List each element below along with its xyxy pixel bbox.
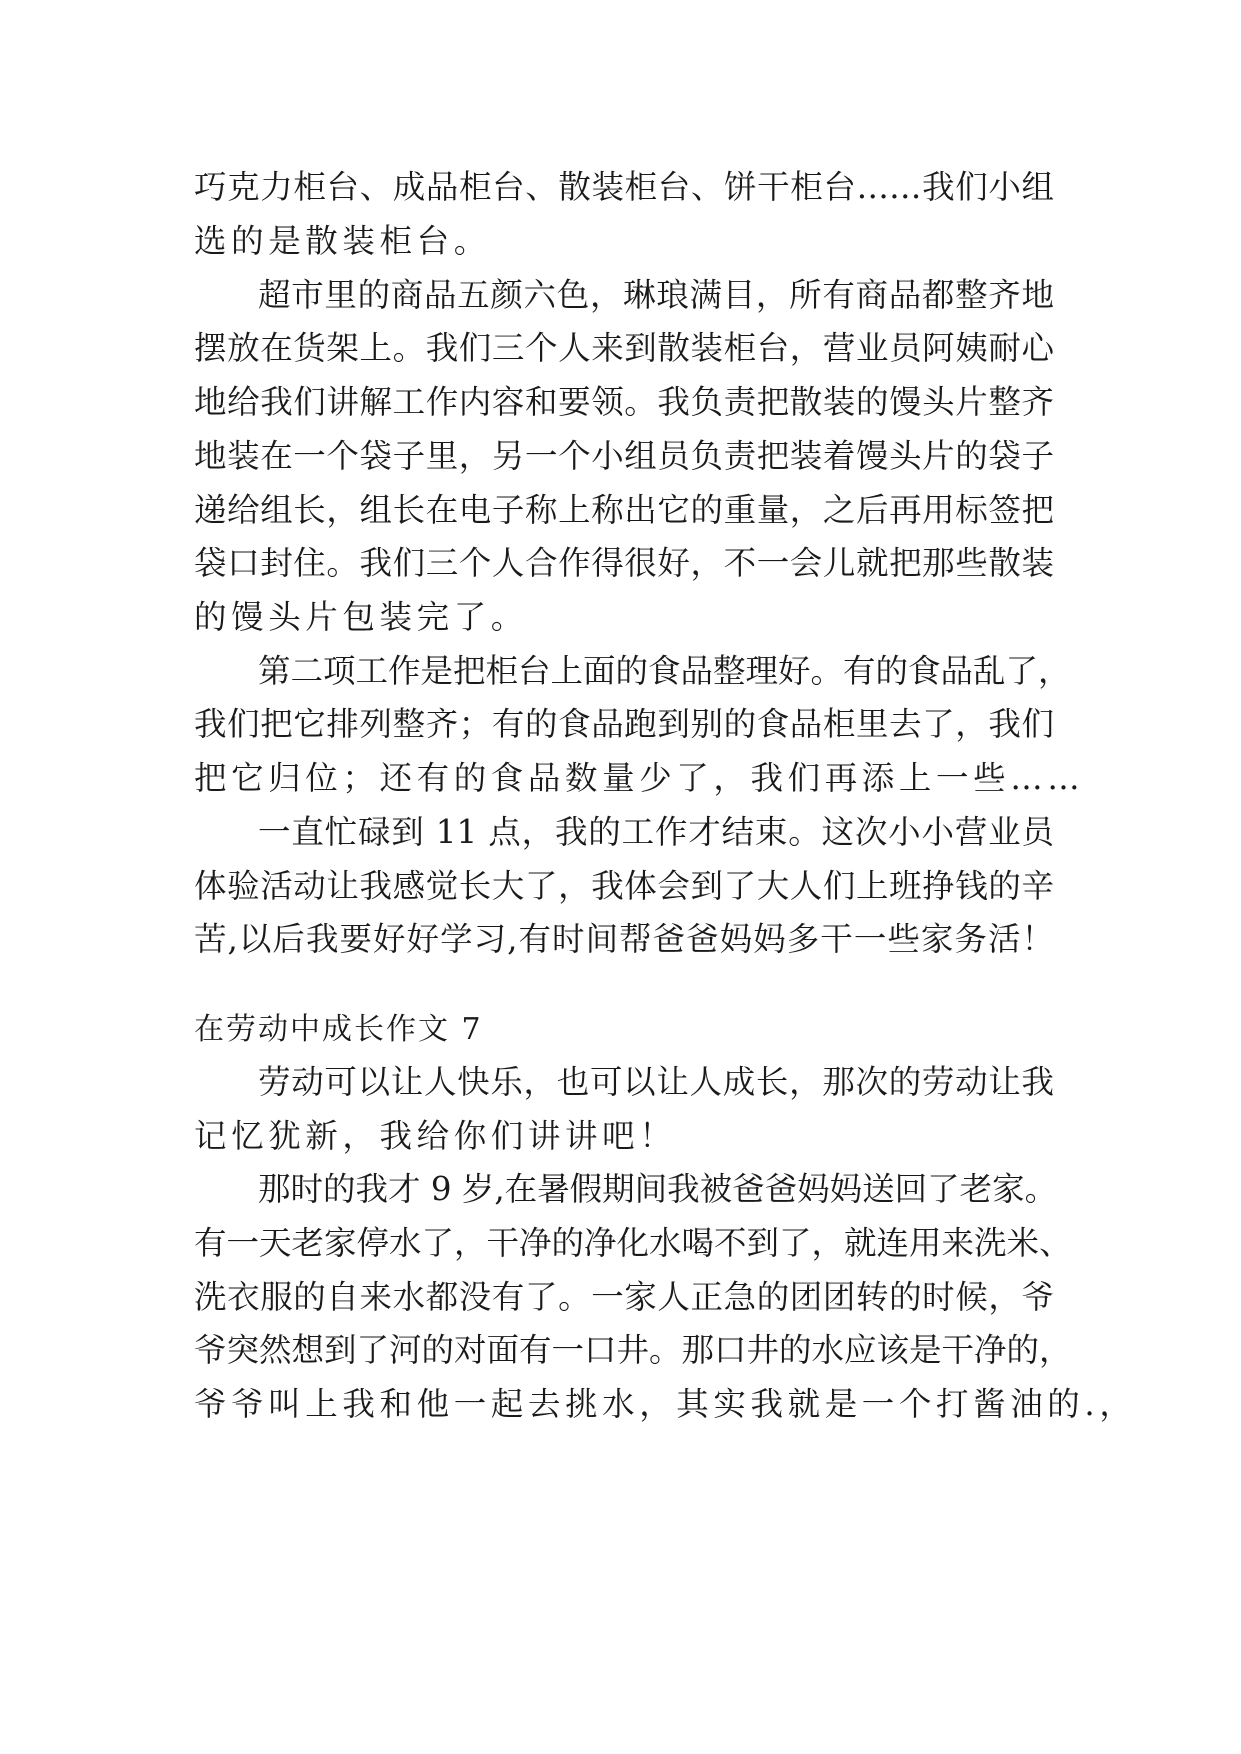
paragraph-line: 记忆犹新，我给你们讲讲吧！	[194, 1117, 677, 1155]
paragraph-line: 把它归位；还有的食品数量少了，我们再添上一些……	[194, 759, 1085, 797]
paragraph-line: 爷爷叫上我和他一起去挑水，其实我就是一个打酱油的.，	[194, 1385, 1137, 1423]
paragraph-line: 超市里的商品五颜六色，琳琅满目，所有商品都整齐地	[258, 276, 1054, 314]
paragraph-line: 地给我们讲解工作内容和要领。我负责把散装的馒头片整齐	[194, 383, 1054, 421]
paragraph-line: 爷突然想到了河的对面有一口井。那口井的水应该是干净的，	[194, 1331, 1072, 1369]
paragraph-line: 那时的我才 9 岁,在暑假期间我被爸爸妈妈送回了老家。	[258, 1170, 1058, 1208]
section-heading: 在劳动中成长作文 7	[194, 1012, 483, 1047]
paragraph-line: 递给组长，组长在电子称上称出它的重量，之后再用标签把	[194, 491, 1054, 529]
paragraph-line: 地装在一个袋子里，另一个小组员负责把装着馒头片的袋子	[194, 437, 1054, 475]
paragraph-line: 第二项工作是把柜台上面的食品整理好。有的食品乱了，	[258, 652, 1071, 690]
paragraph-line: 袋口封住。我们三个人合作得很好，不一会儿就把那些散装	[194, 544, 1054, 582]
paragraph-line: 有一天老家停水了，干净的净化水喝不到了，就连用来洗米、	[194, 1224, 1072, 1262]
paragraph-line: 选的是散装柜台。	[194, 222, 491, 260]
paragraph-line: 巧克力柜台、成品柜台、散装柜台、饼干柜台……我们小组	[194, 168, 1054, 206]
paragraph-line: 的馒头片包装完了。	[194, 598, 528, 636]
paragraph-line: 苦,以后我要好好学习,有时间帮爸爸妈妈多干一些家务活！	[194, 920, 1054, 958]
paragraph-line: 劳动可以让人快乐，也可以让人成长，那次的劳动让我	[258, 1063, 1054, 1101]
paragraph-line: 摆放在货架上。我们三个人来到散装柜台，营业员阿姨耐心	[194, 329, 1054, 367]
paragraph-line: 一直忙碌到 11 点，我的工作才结束。这次小小营业员	[258, 813, 1054, 851]
paragraph-line: 体验活动让我感觉长大了，我体会到了大人们上班挣钱的辛	[194, 867, 1054, 905]
paragraph-line: 我们把它排列整齐；有的食品跑到别的食品柜里去了，我们	[194, 705, 1054, 743]
paragraph-line: 洗衣服的自来水都没有了。一家人正急的团团转的时候，爷	[194, 1278, 1054, 1316]
